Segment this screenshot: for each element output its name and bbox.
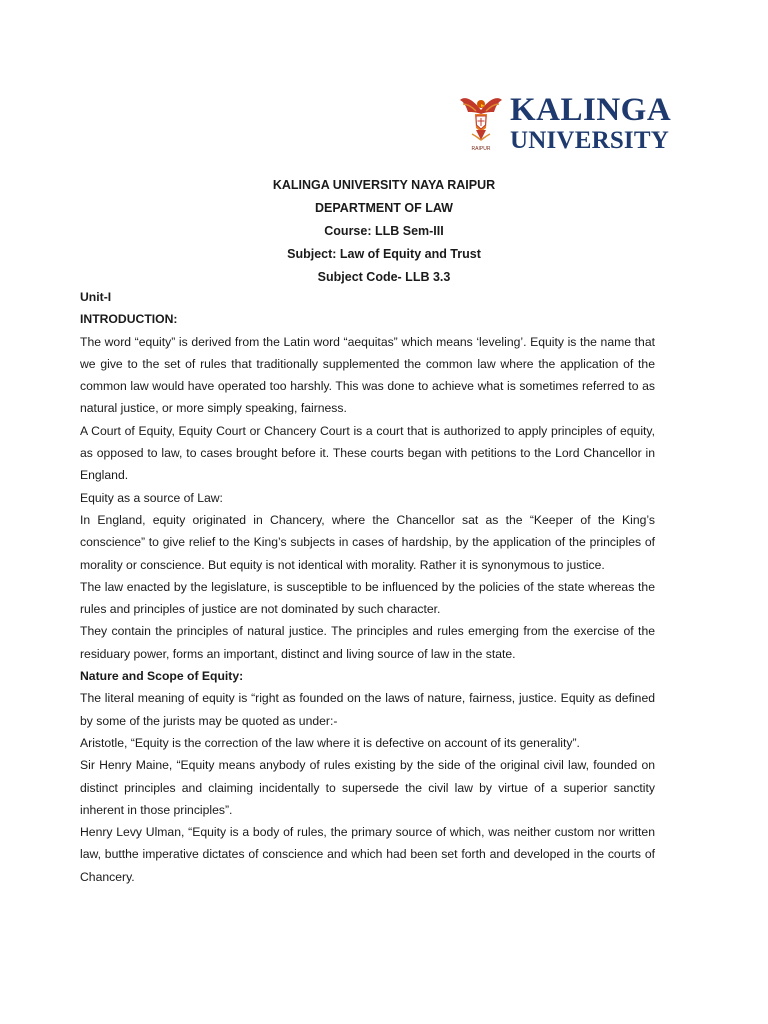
paragraph: They contain the principles of natural justice. The principles and rules emerging from the exercise of the residuary power, forms an important, distinct and living source of law in the state.: [80, 624, 655, 661]
document-header: [0, 174, 768, 289]
introduction-heading: INTRODUCTION:: [80, 312, 178, 327]
paragraph: A Court of Equity, Equity Court or Chancery Court is a court that is authorized to apply principles of equity, as opposed to law, to cases brought before it. These courts began with petitions to the Lord Chancellor in England.: [80, 423, 655, 483]
paragraph: Sir Henry Maine, “Equity means anybody of rules existing by the side of the original civil law, founded on distinct principles and claiming incidentally to supersede the civil law by virtue of a superior sanctity inherent in those principles”.: [80, 758, 655, 817]
subject-code-line: Subject Code- LLB 3.3: [317, 270, 451, 284]
subject-line: Subject: Law of Equity and Trust: [287, 247, 481, 261]
logo-wordmark: [510, 94, 671, 153]
document-body: [80, 286, 655, 888]
nature-scope-heading: Nature and Scope of Equity:: [80, 669, 244, 684]
paragraph: Henry Levy Ulman, “Equity is a body of rules, the primary source of which, was neither custom nor written law, butthe imperative dictates of conscience and which had been set forth and developed in the courts of Chancery.: [80, 825, 655, 884]
logo-line-kalinga: KALINGA: [510, 92, 672, 128]
paragraph: The word “equity” is derived from the Latin word “aequitas” which means ‘leveling’. Equity is the name that we give to the set of rules that traditionally supplemented the common law where the application of the common law would have operated too harshly. This was done to achieve what is sometimes referred to as natural justice, or more simply speaking, fairness.: [80, 334, 655, 416]
university-name: KALINGA UNIVERSITY NAYA RAIPUR: [272, 178, 496, 192]
course-line: Course: LLB Sem-III: [324, 224, 444, 238]
emblem-caption: RAIPUR: [471, 146, 491, 152]
paragraph: Equity as a source of Law:: [80, 490, 223, 505]
logo-line-university: UNIVERSITY: [510, 127, 669, 154]
paragraph: The literal meaning of equity is “right as founded on the laws of nature, fairness, justice. Equity as defined by some of the jurists may be quoted as under:-: [80, 691, 655, 728]
paragraph: In England, equity originated in Chancery, where the Chancellor sat as the “Keeper of the King’s conscience” to give relief to the King’s subjects in cases of hardship, by the application of the principles of morality or conscience. But equity is not identical with morality. Rather it is synonymous to justice.: [80, 512, 655, 572]
paragraph: The law enacted by the legislature, is susceptible to be influenced by the policies of the state whereas the rules and principles of justice are not dominated by such character.: [80, 579, 655, 617]
university-logo: [458, 90, 672, 154]
paragraph: Aristotle, “Equity is the correction of the law where it is defective on account of its generality”.: [80, 735, 580, 750]
department-name: DEPARTMENT OF LAW: [315, 201, 453, 215]
eagle-emblem-icon: [458, 90, 504, 154]
unit-heading: Unit-I: [80, 290, 112, 304]
